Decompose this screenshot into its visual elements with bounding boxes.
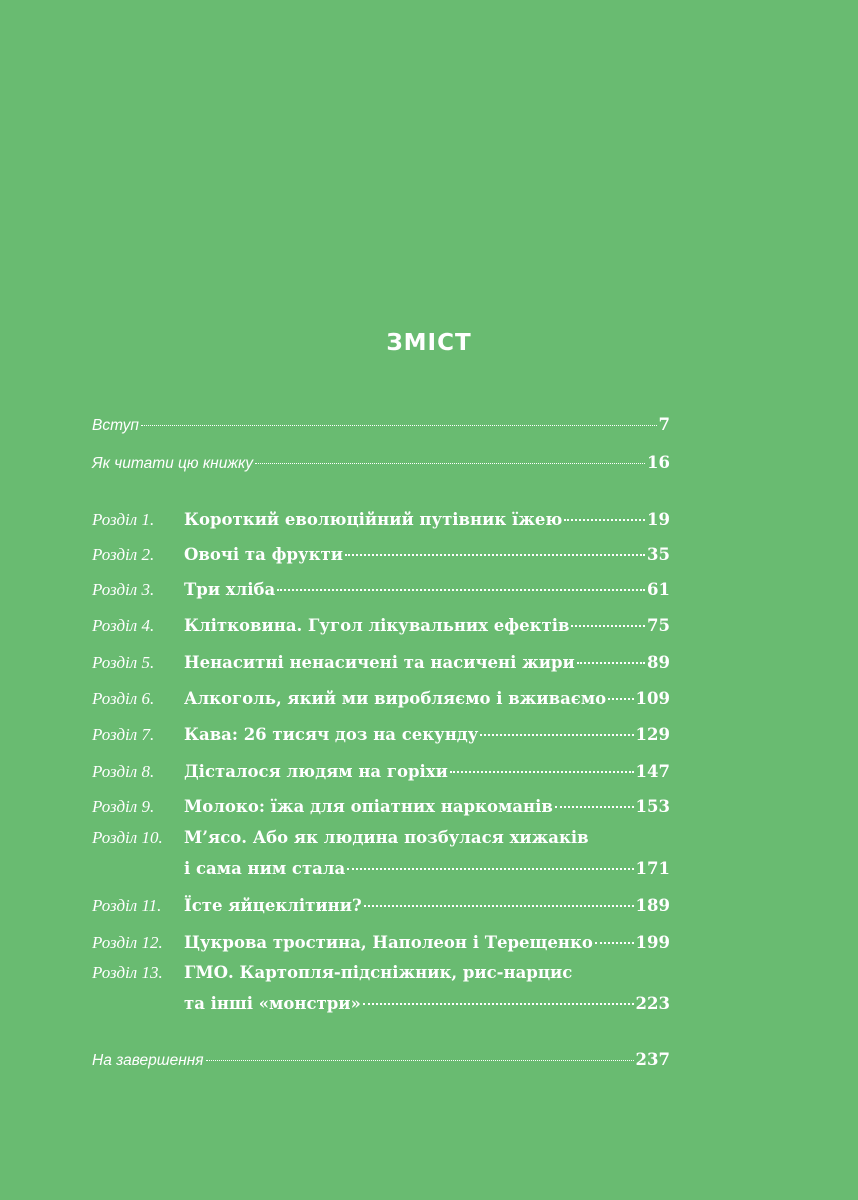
chapter-title: Овочі та фрукти [184,545,343,564]
chapter-title: Короткий еволюційний путівник їжею [184,510,563,529]
chapter-title: Ненаситні ненасичені та насичені жири [184,653,575,672]
chapter-title-continued: та інші «монстри» [184,994,361,1013]
chapter-page: 171 [635,859,670,878]
chapter-label: Розділ 3. [92,580,155,599]
toc-entry-chapter-9[interactable] [92,792,670,817]
toc-entry-conclusion[interactable] [92,1045,670,1071]
chapter-label: Розділ 2. [92,545,155,564]
toc-label: Вступ [92,417,139,434]
leader-dots [277,575,645,595]
chapter-page: 61 [647,580,670,599]
chapter-label: Розділ 6. [92,689,155,708]
chapter-page: 109 [635,689,670,708]
chapter-page: 129 [635,725,670,744]
chapter-label: Розділ 9. [92,797,155,816]
leader-dots [450,757,634,777]
leader-dots [480,720,633,740]
chapter-page: 199 [635,933,670,952]
toc-entry-chapter-3[interactable] [92,575,670,600]
chapter-title-continued: і сама ним стала [184,859,346,878]
toc-entry-chapter-2[interactable] [92,540,670,565]
toc-label: На завершення [92,1052,204,1069]
toc-entry-chapter-7[interactable] [92,720,670,745]
leader-dots [141,410,657,430]
toc-label: Як читати цю книжку [92,455,254,472]
chapter-title: Клітковина. Гугол лікувальних ефектів [184,616,570,635]
leader-dots [345,540,645,560]
chapter-title: Цукрова тростина, Наполеон і Терещенко [184,933,593,952]
chapter-page: 19 [647,510,670,529]
chapter-label: Розділ 12. [92,933,163,952]
toc-page: 7 [658,415,670,434]
chapter-page: 223 [635,994,670,1013]
chapter-title: Алкоголь, який ми виробляємо і вживаємо [184,689,607,708]
toc-entry-chapter-6[interactable] [92,684,670,709]
toc-heading: ЗМІСТ [386,330,472,356]
leader-dots [206,1045,634,1065]
chapter-label: Розділ 11. [92,896,162,915]
chapter-label: Розділ 8. [92,762,155,781]
toc-entry-chapter-5[interactable] [92,648,670,673]
chapter-title: Дісталося людям на горіхи [184,762,448,781]
leader-dots [564,505,645,525]
chapter-title: Молоко: їжа для опіатних наркоманів [184,797,553,816]
chapter-label: Розділ 10. [92,828,163,847]
chapter-title: Кава: 26 тисяч доз на секунду [184,725,479,744]
chapter-page: 75 [647,616,670,635]
toc-page: 16 [647,453,670,472]
leader-dots [363,989,634,1009]
leader-dots [364,891,634,911]
chapter-label: Розділ 5. [92,653,155,672]
chapter-label: Розділ 4. [92,616,155,635]
chapter-page: 189 [635,896,670,915]
chapter-title: М’ясо. Або як людина позбулася хижаків [184,828,589,847]
toc-entry-chapter-10[interactable] [92,828,670,879]
leader-dots [577,648,645,668]
toc-entry-chapter-11[interactable] [92,891,670,916]
leader-dots [595,928,634,948]
toc-entry-chapter-4[interactable] [92,611,670,636]
chapter-page: 147 [635,762,670,781]
chapter-title: Їсте яйцеклітини? [184,896,362,915]
toc-entry-chapter-13[interactable] [92,963,670,1014]
chapter-page: 35 [647,545,670,564]
leader-dots [347,854,633,874]
chapter-title: Три хліба [184,580,276,599]
toc-page: 237 [635,1050,670,1069]
chapter-label: Розділ 7. [92,725,155,744]
toc-entry-chapter-1[interactable] [92,505,670,530]
chapter-label: Розділ 13. [92,963,163,982]
chapter-title: ГМО. Картопля-підсніжник, рис-нарцис [184,963,573,982]
leader-dots [555,792,634,812]
chapter-page: 153 [635,797,670,816]
leader-dots [608,684,633,704]
leader-dots [571,611,645,631]
toc-entry-how-to-read[interactable] [92,448,670,474]
toc-entry-intro[interactable] [92,410,670,436]
toc-entry-chapter-12[interactable] [92,928,670,953]
leader-dots [255,448,645,468]
toc-entry-chapter-8[interactable] [92,757,670,782]
chapter-label: Розділ 1. [92,510,155,529]
chapter-page: 89 [647,653,670,672]
